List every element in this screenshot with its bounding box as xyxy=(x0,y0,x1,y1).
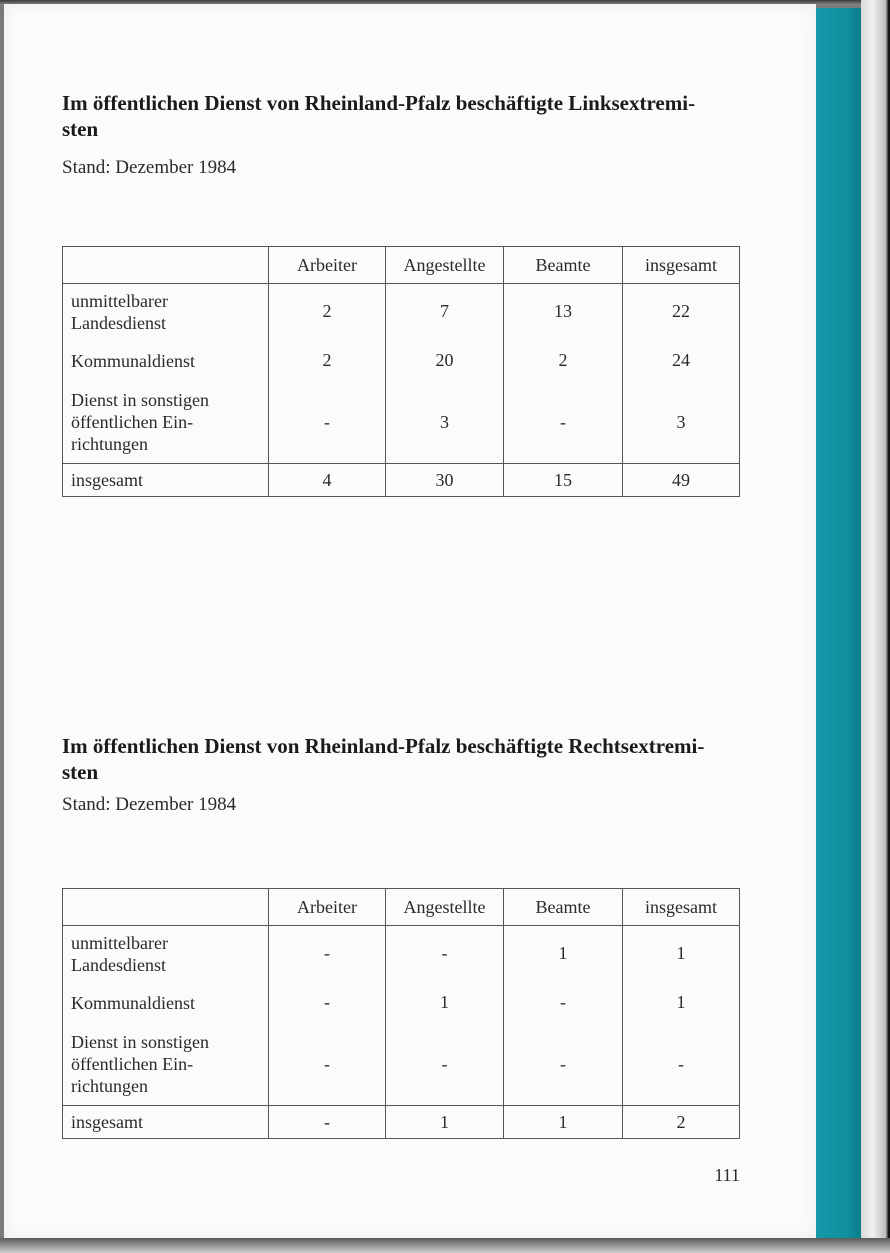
title-line-2: sten xyxy=(62,117,99,141)
table-row xyxy=(63,982,740,1024)
row-label-line: Kommunaldienst xyxy=(71,350,195,371)
cell-value: 3 xyxy=(623,382,740,464)
section-subtitle: Stand: Dezember 1984 xyxy=(62,157,237,178)
section-subtitle: Stand: Dezember 1984 xyxy=(62,794,237,815)
data-table xyxy=(62,246,740,497)
cell-value: 2 xyxy=(623,1106,740,1139)
table-header-row xyxy=(63,247,740,284)
table-total-row xyxy=(63,464,740,497)
cell-value: - xyxy=(504,982,623,1024)
cell-value: 20 xyxy=(386,340,504,382)
header-cell-arbeiter: Arbeiter xyxy=(269,889,386,926)
cell-value: 22 xyxy=(623,284,740,340)
row-label-line: Landesdienst xyxy=(71,954,166,975)
cell-value: 1 xyxy=(504,1106,623,1139)
cell-value: - xyxy=(269,1024,386,1106)
row-label-line: Dienst in sonstigen xyxy=(71,390,209,411)
title-line-2: sten xyxy=(62,760,99,784)
header-cell-angestellte: Angestellte xyxy=(386,889,504,926)
cell-value: - xyxy=(504,382,623,464)
table-row xyxy=(63,284,740,340)
row-label xyxy=(63,982,269,1024)
table-row xyxy=(63,340,740,382)
header-cell-beamte: Beamte xyxy=(504,247,623,284)
row-label xyxy=(63,382,269,464)
row-label-line: richtungen xyxy=(71,434,148,455)
cell-value: 24 xyxy=(623,340,740,382)
teal-register-tab xyxy=(816,8,861,1238)
book-page-edges xyxy=(861,0,890,1253)
cell-value: - xyxy=(269,382,386,464)
cell-value: - xyxy=(386,1024,504,1106)
row-label-line: öffentlichen Ein- xyxy=(71,1054,194,1075)
header-cell-beamte: Beamte xyxy=(504,889,623,926)
cell-value: - xyxy=(504,1024,623,1106)
row-label xyxy=(63,284,269,340)
table-row xyxy=(63,926,740,982)
row-label-line: richtungen xyxy=(71,1076,148,1097)
cell-value: 1 xyxy=(623,982,740,1024)
cell-value: - xyxy=(386,926,504,982)
row-label: insgesamt xyxy=(63,464,269,497)
table-total-row xyxy=(63,1106,740,1139)
cell-value: 1 xyxy=(623,926,740,982)
row-label-line: Landesdienst xyxy=(71,312,166,333)
row-label xyxy=(63,1024,269,1106)
section-title xyxy=(62,90,762,142)
header-cell-empty xyxy=(63,247,269,284)
row-label xyxy=(63,926,269,982)
cell-value: 1 xyxy=(504,926,623,982)
header-cell-insgesamt: insgesamt xyxy=(623,247,740,284)
cell-value: 2 xyxy=(269,284,386,340)
row-label-line: unmittelbarer xyxy=(71,932,168,953)
cell-value: 7 xyxy=(386,284,504,340)
header-cell-empty xyxy=(63,889,269,926)
page-number: 111 xyxy=(714,1165,740,1185)
cell-value: 2 xyxy=(504,340,623,382)
header-cell-angestellte: Angestellte xyxy=(386,247,504,284)
cell-value: - xyxy=(623,1024,740,1106)
cell-value: 4 xyxy=(269,464,386,497)
cell-value: 15 xyxy=(504,464,623,497)
row-label xyxy=(63,340,269,382)
data-table xyxy=(62,888,740,1139)
cell-value: - xyxy=(269,926,386,982)
row-label: insgesamt xyxy=(63,1106,269,1139)
cell-value: - xyxy=(269,982,386,1024)
table-row xyxy=(63,1024,740,1106)
table-header-row xyxy=(63,889,740,926)
header-cell-insgesamt: insgesamt xyxy=(623,889,740,926)
row-label-line: Kommunaldienst xyxy=(71,992,195,1013)
cell-value: 2 xyxy=(269,340,386,382)
cell-value: 1 xyxy=(386,1106,504,1139)
cell-value: 3 xyxy=(386,382,504,464)
title-line-1: Im öffentlichen Dienst von Rheinland-Pfalz beschäftigte Linksextremi- xyxy=(62,91,696,115)
row-label-line: öffentlichen Ein- xyxy=(71,412,194,433)
row-label-line: unmittelbarer xyxy=(71,290,168,311)
scan-bottom-edge xyxy=(0,1238,890,1253)
cell-value: 13 xyxy=(504,284,623,340)
header-cell-arbeiter: Arbeiter xyxy=(269,247,386,284)
section-title xyxy=(62,733,762,785)
title-line-1: Im öffentlichen Dienst von Rheinland-Pfalz beschäftigte Rechtsextremi- xyxy=(62,734,705,758)
cell-value: - xyxy=(269,1106,386,1139)
cell-value: 49 xyxy=(623,464,740,497)
row-label-line: Dienst in sonstigen xyxy=(71,1032,209,1053)
cell-value: 1 xyxy=(386,982,504,1024)
table-row xyxy=(63,382,740,464)
cell-value: 30 xyxy=(386,464,504,497)
